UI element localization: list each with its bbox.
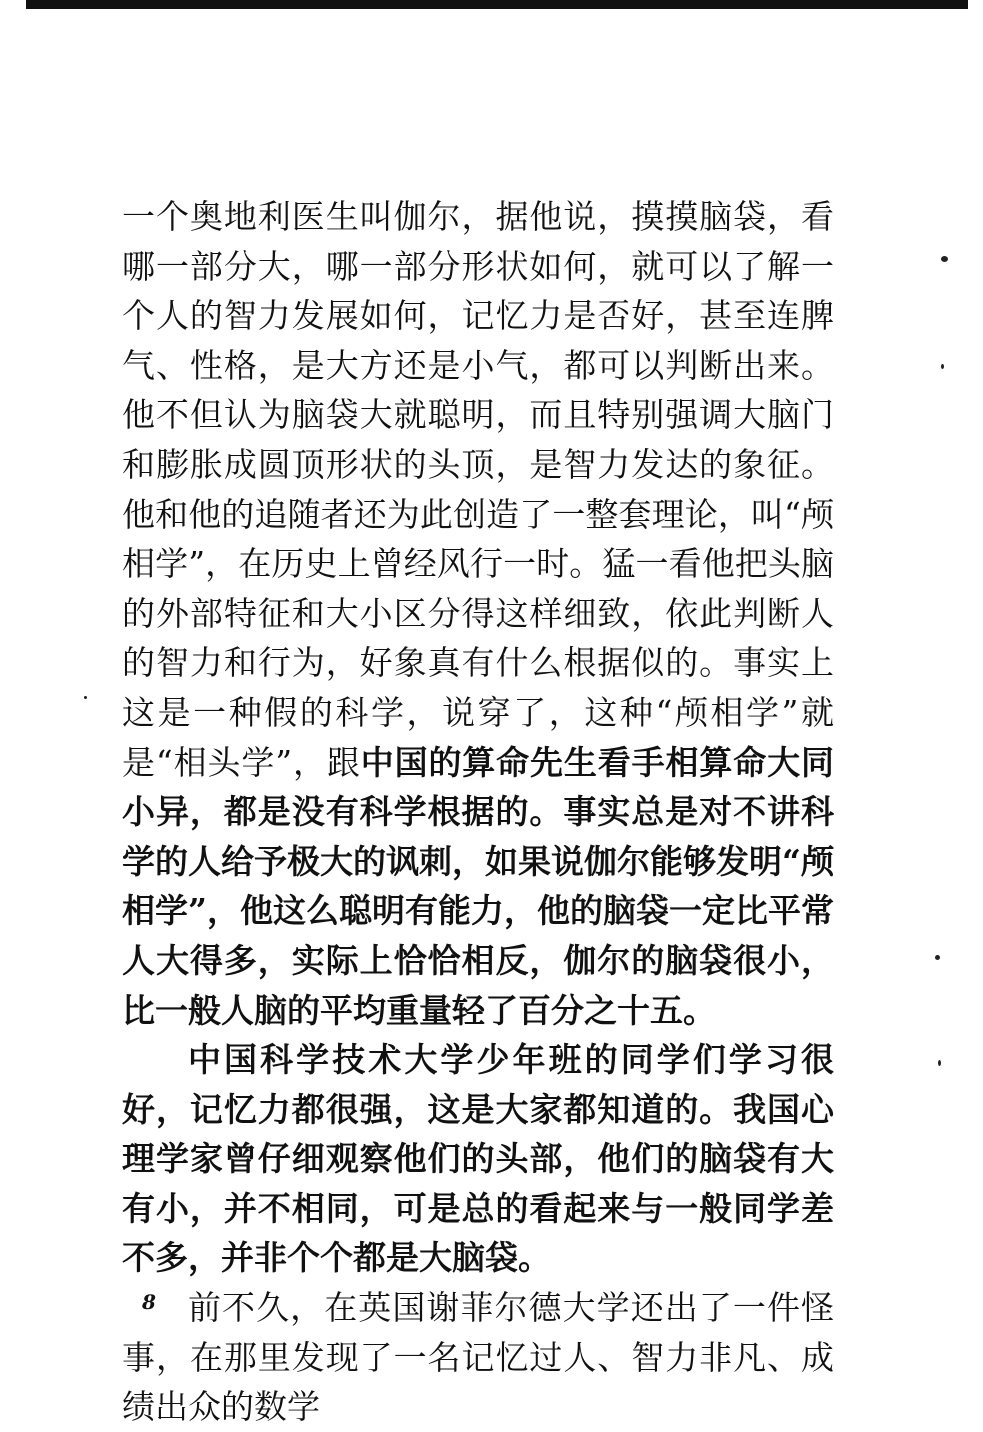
scan-speck <box>941 256 948 262</box>
paragraph-1-normal: 一个奥地利医生叫伽尔，据他说，摸摸脑袋，看哪一部分大，哪一部分形状如何，就可以了解一个人的智力发展如何，记忆力是否好，甚至连脾气、性格，是大方还是小气，都可以判断出来。他不但认为脑袋大就聪明，而且特别强调大脑门和膨胀成圆顶形状的头顶，是智力发达的象征。他和他的追随者还为此创造了一整套理论，叫“颅相学”，在历史上曾经风行一时。猛一看他把头脑的外部特征和大小区分得这样细致，依此判断人的智力和行为，好象真有什么根据似的。事实上这是一种假的科学，说穿了，这种“颅相学”就是“相头学”，跟 <box>122 197 834 782</box>
body-text <box>122 192 834 1432</box>
paragraph-1-bold: 中国的算命先生看手相算命大同小异，都是没有科学根据的。事实总是对不讲科学的人给予极大的讽刺，如果说伽尔能够发明“颅相学”，他这么聪明有能力，他的脑袋一定比平常人大得多，实际上恰恰相反，伽尔的脑袋很小，比一般人脑的平均重量轻了百分之十五。 <box>122 742 835 1030</box>
top-rule <box>26 0 968 9</box>
scan-speck <box>935 955 940 960</box>
scan-speck <box>941 364 944 369</box>
scan-speck <box>938 1060 941 1066</box>
page-number: 8 <box>142 1290 156 1314</box>
paragraph-3: 前不久，在英国谢菲尔德大学还出了一件怪事，在那里发现了一名记忆过人、智力非凡、成绩出众的数学 <box>122 1288 834 1427</box>
paragraph-1 <box>122 192 834 1035</box>
paragraph-2: 中国科学技术大学少年班的同学们学习很好，记忆力都很强，这是大家都知道的。我国心理学家曾仔细观察他们的头部，他们的脑袋有大有小，并不相同，可是总的看起来与一般同学差不多，并非个个都是大脑袋。 <box>122 1040 834 1278</box>
scan-speck <box>84 696 87 699</box>
